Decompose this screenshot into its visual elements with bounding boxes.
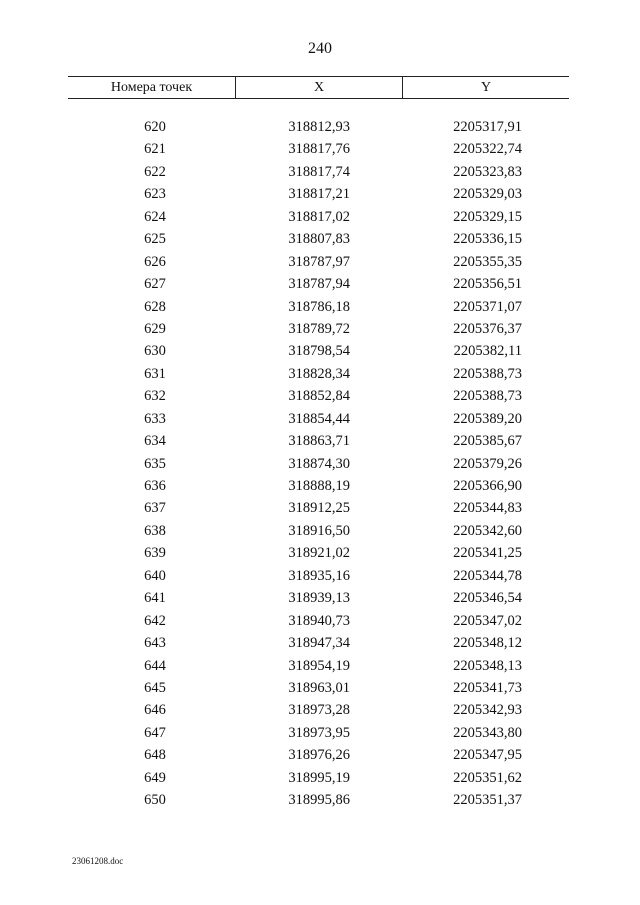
table-row [0,587,640,609]
point-number-cell: 645 [144,679,166,696]
y-coordinate-cell: 2205379,26 [453,455,522,472]
point-number-cell: 629 [144,320,166,337]
x-coordinate-cell: 318976,26 [288,747,350,764]
x-coordinate-cell: 318874,30 [288,455,350,472]
x-coordinate-cell: 318916,50 [288,522,350,539]
point-number-cell: 623 [144,186,166,203]
table-row [0,116,640,138]
point-number-cell: 631 [144,365,166,382]
x-coordinate-cell: 318798,54 [288,343,350,360]
point-number-cell: 625 [144,231,166,248]
table-row [0,722,640,744]
point-number-cell: 633 [144,410,166,427]
table-row [0,228,640,250]
x-coordinate-cell: 318935,16 [288,567,350,584]
table-header [68,76,569,99]
x-coordinate-cell: 318973,95 [288,724,350,741]
point-number-cell: 644 [144,657,166,674]
table-row [0,340,640,362]
y-coordinate-cell: 2205385,67 [453,433,522,450]
table-row [0,138,640,160]
table-row [0,273,640,295]
header-y: Y [480,79,492,95]
x-coordinate-cell: 318807,83 [288,231,350,248]
coordinates-table-body [0,116,640,812]
table-row [0,744,640,766]
point-number-cell: 626 [144,253,166,270]
y-coordinate-cell: 2205323,83 [453,163,522,180]
point-number-cell: 637 [144,500,166,517]
point-number-cell: 647 [144,724,166,741]
y-coordinate-cell: 2205342,60 [453,522,522,539]
y-coordinate-cell: 2205322,74 [453,141,522,158]
y-coordinate-cell: 2205341,25 [453,545,522,562]
point-number-cell: 650 [144,792,166,809]
y-coordinate-cell: 2205317,91 [453,119,522,135]
y-coordinate-cell: 2205346,54 [453,590,522,607]
table-row [0,565,640,587]
table-row [0,251,640,273]
table-row [0,542,640,564]
x-coordinate-cell: 318995,86 [288,792,350,809]
x-coordinate-cell: 318817,02 [288,208,350,225]
document-reference: 23061208.doc [72,856,124,866]
point-number-cell: 649 [144,769,166,786]
x-coordinate-cell: 318817,21 [288,186,350,203]
y-coordinate-cell: 2205347,02 [453,612,522,629]
x-coordinate-cell: 318852,84 [288,388,350,405]
point-number-cell: 630 [144,343,166,360]
x-coordinate-cell: 318863,71 [288,433,350,450]
point-number-cell: 627 [144,276,166,293]
x-coordinate-cell: 318828,34 [288,365,350,382]
table-row [0,767,640,789]
point-number-cell: 635 [144,455,166,472]
table-row [0,655,640,677]
table-row [0,385,640,407]
table-row [0,318,640,340]
y-coordinate-cell: 2205366,90 [453,478,522,494]
x-coordinate-cell: 318854,44 [288,410,350,427]
y-coordinate-cell: 2205348,12 [453,635,522,652]
x-coordinate-cell: 318812,93 [288,119,350,135]
y-coordinate-cell: 2205336,15 [453,231,522,248]
point-number-cell: 640 [144,567,166,584]
table-row [0,161,640,183]
x-coordinate-cell: 318789,72 [288,320,350,337]
table-row [0,363,640,385]
x-coordinate-cell: 318940,73 [288,612,350,629]
y-coordinate-cell: 2205341,73 [453,679,522,696]
y-coordinate-cell: 2205388,73 [453,365,522,382]
table-row [0,183,640,205]
y-coordinate-cell: 2205382,11 [453,343,522,360]
x-coordinate-cell: 318921,02 [288,545,350,562]
y-coordinate-cell: 2205347,95 [453,747,522,764]
header-point-numbers: Номера точек [68,77,236,98]
table-row [0,475,640,497]
table-row [0,520,640,542]
x-coordinate-cell: 318939,13 [288,590,350,607]
table-row [0,610,640,632]
table-row [0,497,640,519]
table-row [0,632,640,654]
x-coordinate-cell: 318817,74 [288,163,350,180]
x-coordinate-cell: 318787,94 [288,276,350,293]
point-number-cell: 646 [144,702,166,719]
point-number-cell: 643 [144,635,166,652]
y-coordinate-cell: 2205343,80 [453,724,522,741]
y-coordinate-cell: 2205329,15 [453,208,522,225]
x-coordinate-cell: 318912,25 [288,500,350,517]
y-coordinate-cell: 2205348,13 [453,657,522,674]
table-row [0,408,640,430]
point-number-cell: 639 [144,545,166,562]
point-number-cell: 648 [144,747,166,764]
point-number-cell: 621 [144,141,166,158]
x-coordinate-cell: 318817,76 [288,141,350,158]
table-row [0,296,640,318]
x-coordinate-cell: 318954,19 [288,657,350,674]
point-number-cell: 622 [144,163,166,180]
x-coordinate-cell: 318995,19 [288,769,350,786]
point-number-cell: 620 [144,119,166,135]
point-number-cell: 624 [144,208,166,225]
y-coordinate-cell: 2205355,35 [453,253,522,270]
header-x: X [236,77,403,98]
y-coordinate-cell: 2205389,20 [453,410,522,427]
x-coordinate-cell: 318787,97 [288,253,350,270]
table-row [0,430,640,452]
x-coordinate-cell: 318947,34 [288,635,350,652]
y-coordinate-cell: 2205329,03 [453,186,522,203]
y-coordinate-cell: 2205371,07 [453,298,522,315]
x-coordinate-cell: 318973,28 [288,702,350,719]
point-number-cell: 628 [144,298,166,315]
y-coordinate-cell: 2205351,62 [453,769,522,786]
y-coordinate-cell: 2205388,73 [453,388,522,405]
point-number-cell: 634 [144,433,166,450]
x-coordinate-cell: 318888,19 [288,478,350,494]
point-number-cell: 636 [144,478,166,494]
table-row [0,699,640,721]
table-row [0,453,640,475]
x-coordinate-cell: 318963,01 [288,679,350,696]
table-row [0,677,640,699]
page-number: 240 [308,40,332,57]
table-row [0,789,640,811]
point-number-cell: 638 [144,522,166,539]
y-coordinate-cell: 2205376,37 [453,320,522,337]
point-number-cell: 641 [144,590,166,607]
y-coordinate-cell: 2205344,83 [453,500,522,517]
table-row [0,206,640,228]
y-coordinate-cell: 2205356,51 [453,276,522,293]
y-coordinate-cell: 2205342,93 [453,702,522,719]
y-coordinate-cell: 2205344,78 [453,567,522,584]
point-number-cell: 642 [144,612,166,629]
point-number-cell: 632 [144,388,166,405]
y-coordinate-cell: 2205351,37 [453,792,522,809]
x-coordinate-cell: 318786,18 [288,298,350,315]
